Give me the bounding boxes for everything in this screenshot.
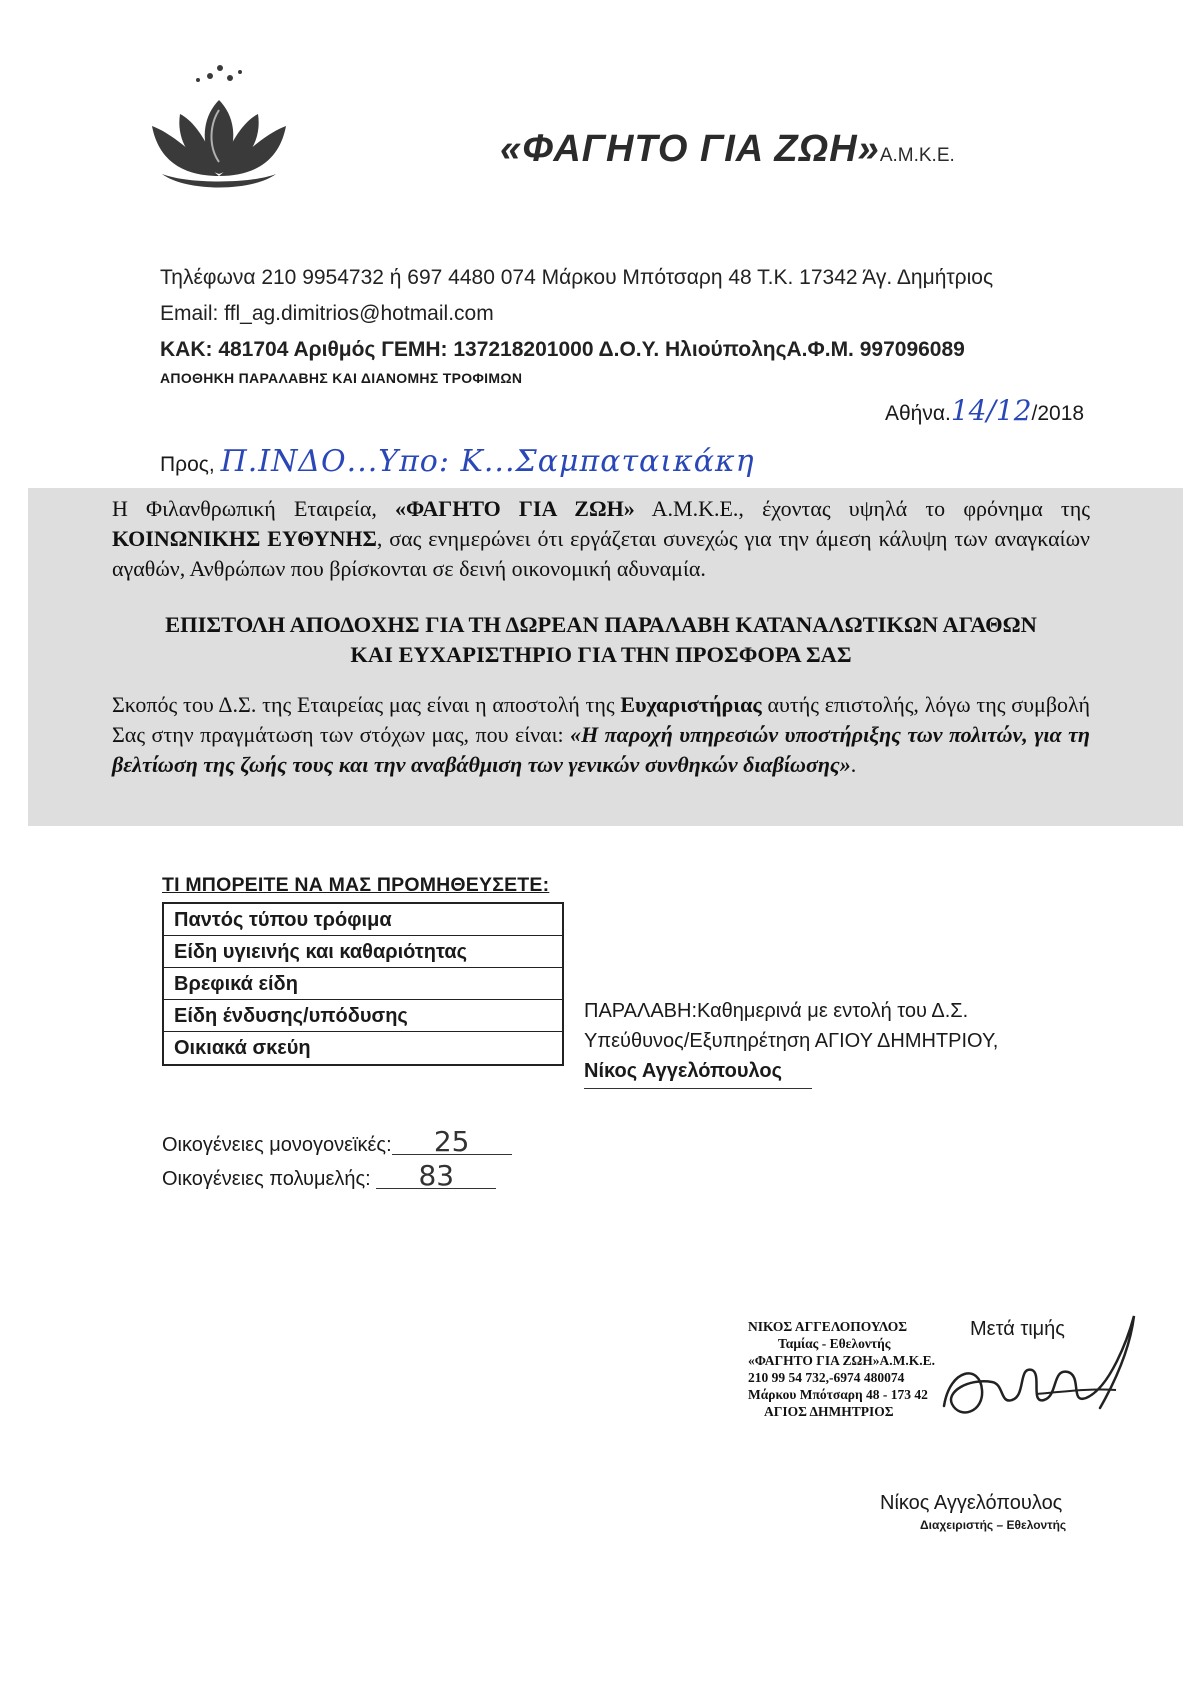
- supply-list-item: Οικιακά σκεύη: [174, 1037, 311, 1059]
- pickup-underline: [584, 1088, 812, 1089]
- letter-date: [885, 394, 1084, 427]
- stamp-line-5: Μάρκου Μπότσαρη 48 - 173 42: [748, 1387, 928, 1402]
- lotus-logo-icon: [150, 62, 288, 204]
- intro-social-responsibility: ΚΟΙΝΩΝΙΚΗΣ ΕΥΘΥΝΗΣ: [112, 526, 377, 551]
- closing-text: Μετά τιμής: [970, 1318, 1065, 1340]
- heading-line-2: ΚΑΙ ΕΥΧΑΡΙΣΤΗΡΙΟ ΓΙΑ ΤΗΝ ΠΡΟΣΦΟΡΑ ΣΑΣ: [350, 642, 852, 667]
- handwritten-signature: [940, 1308, 1140, 1438]
- organization-title: [500, 128, 955, 171]
- families-single-parent: [162, 1125, 512, 1158]
- families-large-label: Οικογένειες πολυμελής:: [162, 1168, 371, 1190]
- organization-name: «ΦΑΓΗΤΟ ΓΙΑ ΖΩΗ»: [500, 128, 880, 170]
- date-prefix: Αθήνα.: [885, 402, 951, 425]
- purpose-thanks: Ευχαριστήριας: [620, 692, 762, 717]
- families-large: [162, 1159, 496, 1192]
- header-email: Email: ffl_ag.dimitrios@hotmail.com: [160, 302, 494, 325]
- pickup-line-3: Νίκος Αγγελόπουλος: [584, 1060, 783, 1082]
- stamp-line-1: ΝΙΚΟΣ ΑΓΓΕΛΟΠΟΥΛΟΣ: [748, 1319, 908, 1334]
- intro-org-name: «ΦΑΓΗΤΟ ΓΙΑ ΖΩΗ»: [395, 496, 635, 521]
- intro-paragraph: [112, 494, 1090, 584]
- header-phones-address: Τηλέφωνα 210 9954732 ή 697 4480 074 Μάρκου Μπότσαρη 48 Τ.Κ. 17342 Άγ. Δημήτριος: [160, 266, 994, 289]
- intro-text-mid: Α.Μ.Κ.Ε., έχοντας υψηλά το φρόνημα της: [634, 496, 1090, 521]
- purpose-text-start: Σκοπός του Δ.Σ. της Εταιρείας μας είναι η αποστολή της: [112, 692, 621, 717]
- organization-suffix: Α.Μ.Κ.Ε.: [879, 145, 955, 166]
- recipient-line: [160, 444, 755, 479]
- families-single-value: 25: [392, 1130, 512, 1155]
- supply-list-item: Βρεφικά είδη: [164, 968, 562, 1000]
- intro-text-end: , σας ενημερώνει ότι εργάζεται συνεχώς για την άμεση κάλυψη των αναγκαίων αγαθών, Ανθρώπων που βρίσκονται σε δεινή οικονομική αδυναμία.: [112, 526, 1090, 581]
- supply-list: [162, 902, 564, 1066]
- purpose-text-mid: αυτής επιστολής, λόγω της συμβολή Σας στην πραγμάτωση των στόχων μας, που είναι:: [112, 692, 1091, 747]
- recipient-label: Προς,: [160, 453, 215, 476]
- pickup-line-1: ΠΑΡΑΛΑΒΗ:Καθημερινά με εντολή του Δ.Σ.: [584, 1000, 969, 1022]
- purpose-quote: «Η παροχή υπηρεσιών υποστήριξης των πολιτών, για τη βελτίωση της ζωής τους και την αναβάθμιση των γενικών συνθηκών διαβίωσης»: [112, 722, 1090, 777]
- families-single-label: Οικογένειες μονογονεϊκές:: [162, 1134, 392, 1156]
- supply-list-item: Είδη υγιεινής και καθαριότητας: [164, 936, 562, 968]
- date-handwritten: 14/12: [950, 394, 1032, 427]
- stamp-line-2: Ταμίας - Εθελοντής: [778, 1336, 891, 1351]
- purpose-text-end: .: [850, 752, 857, 777]
- volunteer-stamp: [748, 1318, 948, 1420]
- header-warehouse: ΑΠΟΘΗΚΗ ΠΑΡΑΛΑΒΗΣ ΚΑΙ ΔΙΑΝΟΜΗΣ ΤΡΟΦΙΜΩΝ: [160, 370, 523, 386]
- supply-list-title: ΤΙ ΜΠΟΡΕΙΤΕ ΝΑ ΜΑΣ ΠΡΟΜΗΘΕΥΣΕΤΕ:: [162, 874, 550, 896]
- supply-list-item: Είδη ένδυσης/υπόδυσης: [164, 1000, 562, 1032]
- recipient-handwritten: Π.ΙΝΔΟ...Υπο: Κ...Σαμπαταικάκη: [220, 444, 755, 479]
- stamp-line-3: «ΦΑΓΗΤΟ ΓΙΑ ΖΩΗ»Α.Μ.Κ.Ε.: [748, 1353, 936, 1368]
- pickup-line-2: Υπεύθυνος/Εξυπηρέτηση ΑΓΙΟΥ ΔΗΜΗΤΡΙΟΥ,: [584, 1030, 999, 1052]
- header-registry: ΚΑΚ: 481704 Αριθμός ΓΕΜΗ: 137218201000 Δ.Ο.Υ. ΗλιούποληςΑ.Φ.Μ. 997096089: [160, 338, 965, 361]
- purpose-paragraph: [112, 690, 1090, 780]
- families-large-value: 83: [376, 1164, 496, 1189]
- date-year: /2018: [1031, 402, 1085, 425]
- letter-heading: [112, 610, 1090, 670]
- signer-role: Διαχειριστής – Εθελοντής: [920, 1518, 1067, 1532]
- pickup-info: [584, 996, 998, 1086]
- stamp-line-4: 210 99 54 732,-6974 480074: [748, 1370, 905, 1385]
- supply-list-item: Παντός τύπου τρόφιμα: [164, 904, 562, 936]
- intro-text-start: Η Φιλανθρωπική Εταιρεία,: [112, 496, 396, 521]
- signer-name: Νίκος Αγγελόπουλος: [880, 1492, 1063, 1514]
- stamp-line-6: ΑΓΙΟΣ ΔΗΜΗΤΡΙΟΣ: [764, 1404, 894, 1419]
- heading-line-1: ΕΠΙΣΤΟΛΗ ΑΠΟΔΟΧΗΣ ΓΙΑ ΤΗ ΔΩΡΕΑΝ ΠΑΡΑΛΑΒΗ ΚΑΤΑΝΑΛΩΤΙΚΩΝ ΑΓΑΘΩΝ: [165, 612, 1037, 637]
